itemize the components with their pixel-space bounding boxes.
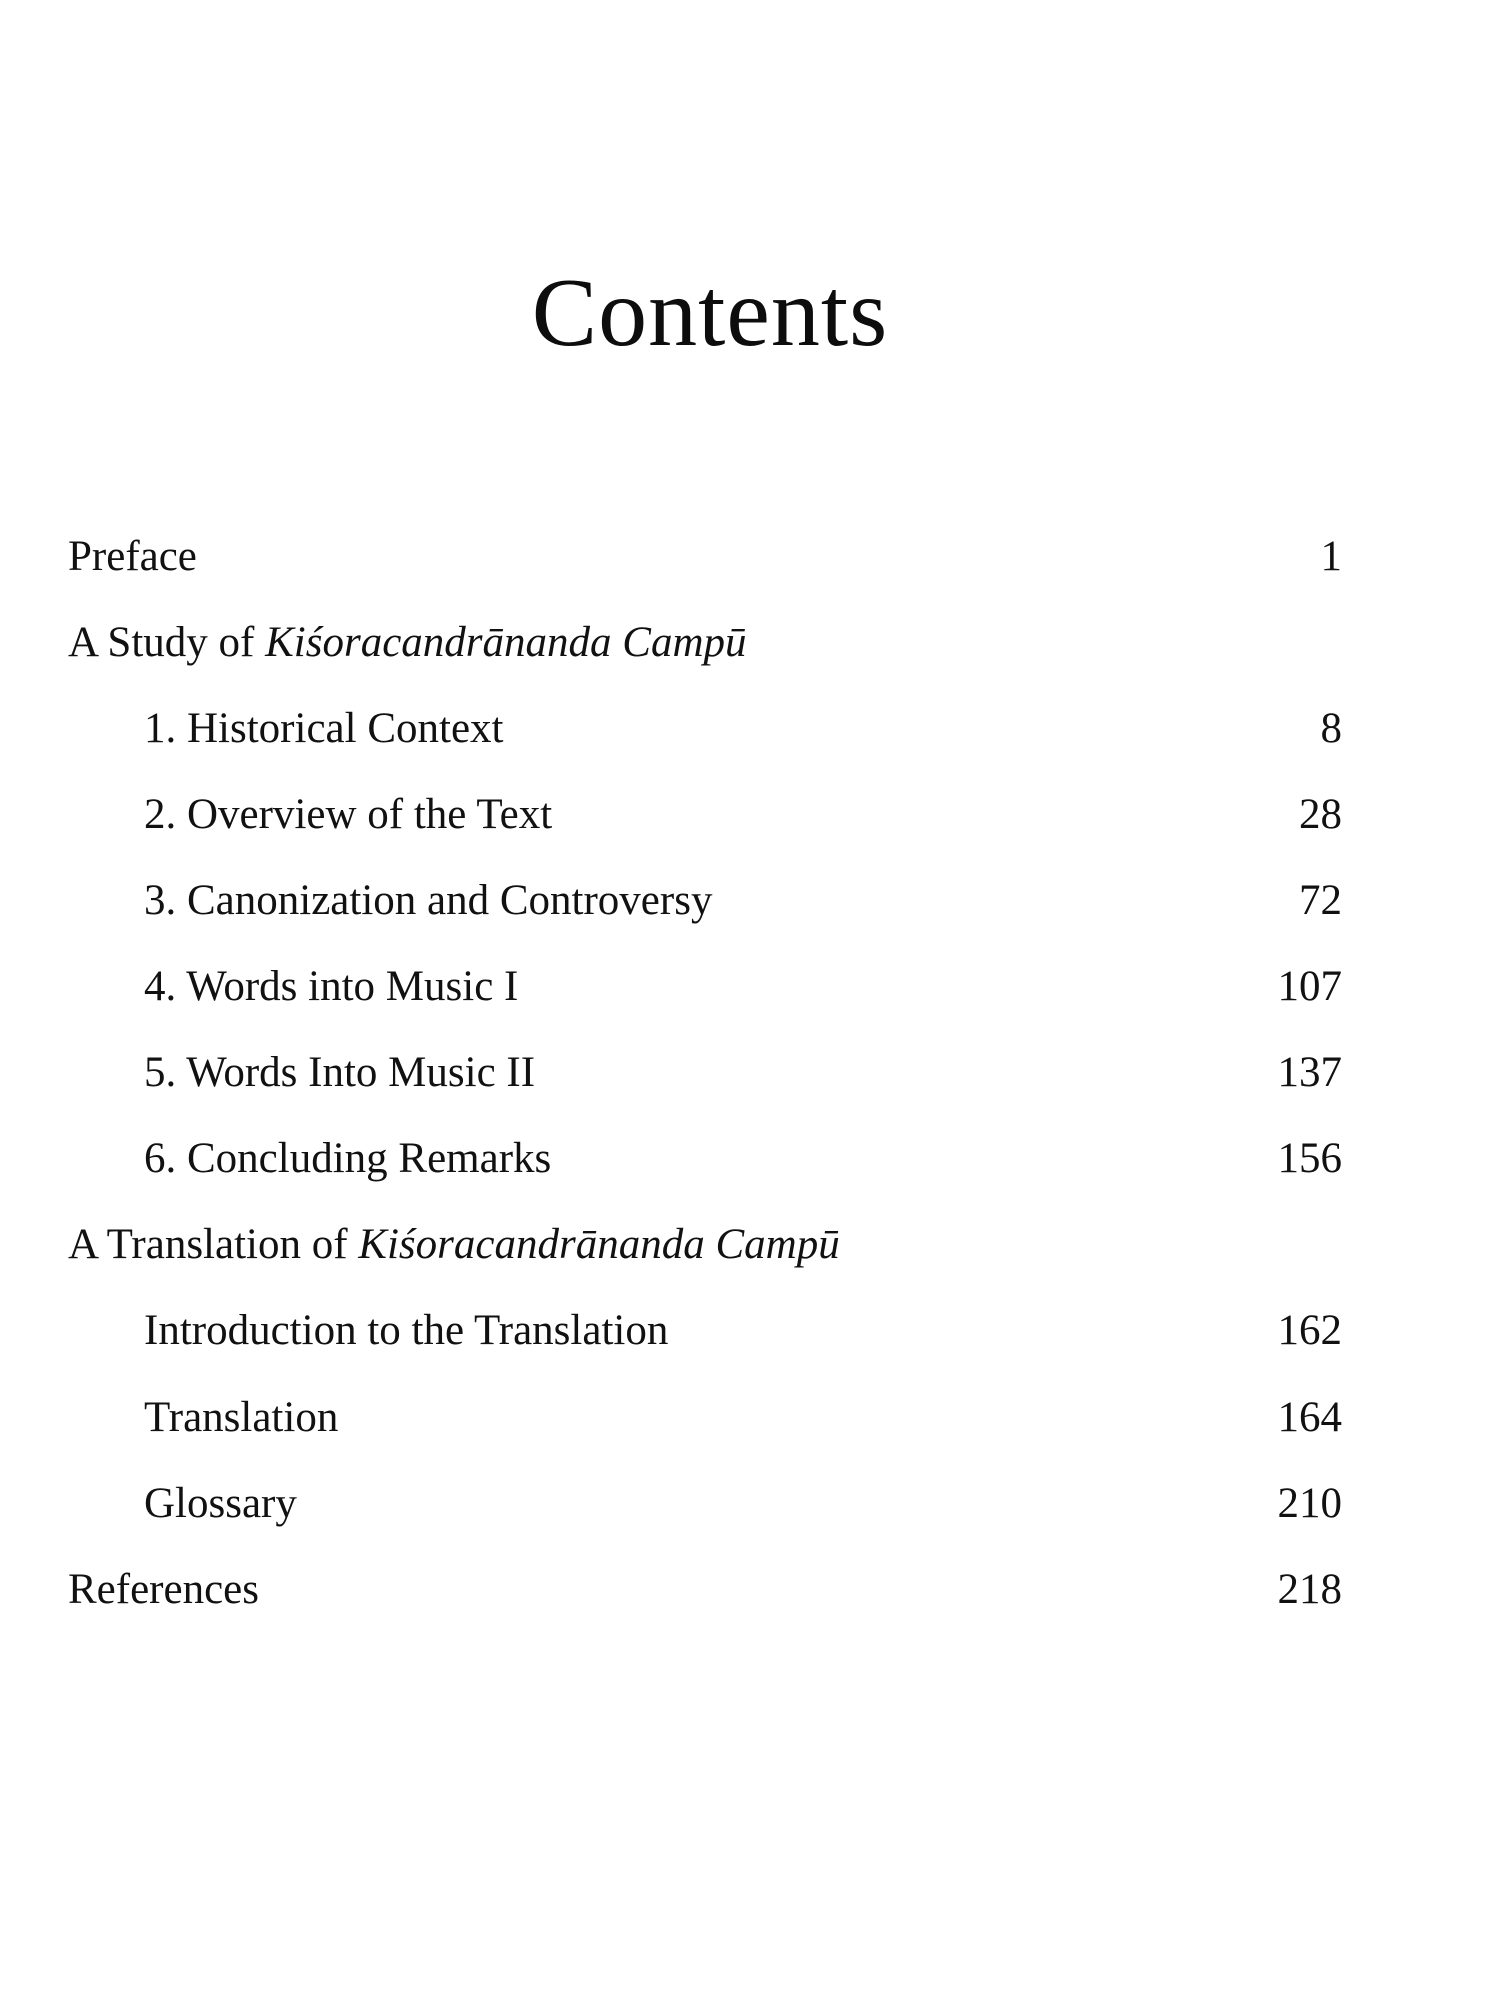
toc-entry-historical-context — [0, 699, 1500, 759]
toc-section-italic-title: Kiśoracandrānanda Campū — [358, 1221, 840, 1268]
toc-entry-label: 4. Words into Music I — [144, 963, 519, 1010]
toc-entry-page: 8 — [1320, 705, 1342, 752]
toc-entry-page: 218 — [1277, 1566, 1342, 1613]
toc-entry-page: 1 — [1320, 533, 1342, 580]
toc-entry-overview — [0, 785, 1500, 845]
toc-entry-page: 137 — [1277, 1049, 1342, 1096]
toc-entry-label: 3. Canonization and Controversy — [144, 877, 713, 924]
toc-entry-glossary — [0, 1474, 1500, 1534]
toc-entry-page: 162 — [1277, 1307, 1342, 1354]
toc-entry-preface — [0, 527, 1500, 587]
toc-entry-words-into-music-2 — [0, 1043, 1500, 1103]
toc-entry-label: 2. Overview of the Text — [144, 791, 553, 838]
toc-entry-label: References — [68, 1566, 259, 1613]
toc-entry-page: 156 — [1277, 1135, 1342, 1182]
toc-section-prefix: A Study of — [68, 619, 266, 666]
toc-entry-label: Translation — [144, 1394, 339, 1441]
toc-entry-label: 1. Historical Context — [144, 705, 504, 752]
toc-entry-label: 5. Words Into Music II — [144, 1049, 536, 1096]
toc-entry-page: 210 — [1277, 1480, 1342, 1527]
toc-entry-label: Glossary — [144, 1480, 297, 1527]
toc-section-label — [68, 1215, 840, 1275]
toc-entry-page: 164 — [1277, 1394, 1342, 1441]
toc-entry-introduction — [0, 1301, 1500, 1361]
toc-section-italic-title: Kiśoracandrānanda Campū — [265, 619, 747, 666]
toc-entry-references — [0, 1560, 1500, 1620]
toc-section-label — [68, 613, 747, 673]
toc-entry-label: 6. Concluding Remarks — [144, 1135, 552, 1182]
toc-entry-page: 72 — [1299, 877, 1342, 924]
toc-section-study — [0, 613, 1500, 673]
toc-entry-words-into-music-1 — [0, 957, 1500, 1017]
page-title: Contents — [531, 259, 889, 367]
toc-entry-concluding-remarks — [0, 1129, 1500, 1189]
toc-entry-label: Preface — [68, 533, 197, 580]
toc-entry-page: 107 — [1277, 963, 1342, 1010]
toc-entry-page: 28 — [1299, 791, 1342, 838]
toc-section-translation — [0, 1215, 1500, 1275]
toc-section-prefix: A Translation of — [68, 1221, 359, 1268]
toc-entry-label: Introduction to the Translation — [144, 1307, 669, 1354]
toc-entry-translation — [0, 1388, 1500, 1448]
toc-entry-canonization — [0, 871, 1500, 931]
